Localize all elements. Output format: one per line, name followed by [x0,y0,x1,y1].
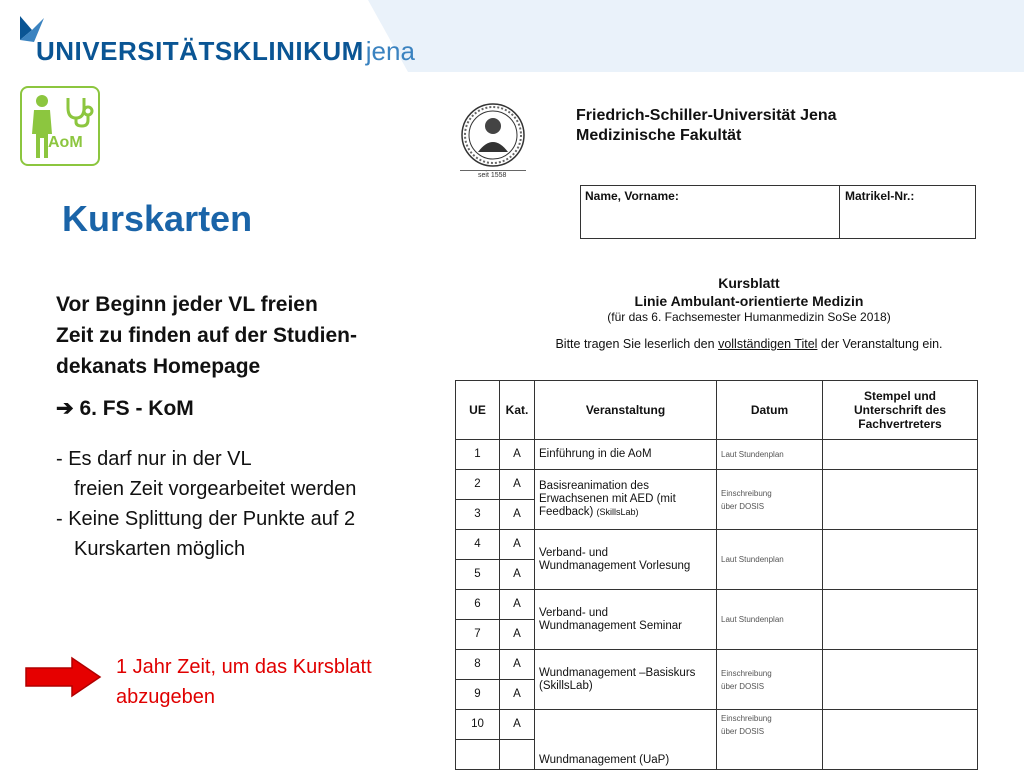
v3-line-2: Wundmanagement Vorlesung [539,559,691,572]
ue-cell [456,740,500,770]
aom-badge [20,86,100,166]
ue-cell: 2 [456,470,500,500]
kursblatt-document [446,80,1024,766]
name-field [581,186,840,238]
instruction [526,337,972,351]
th-veranstaltung: Veranstaltung [535,381,717,440]
v2-line-1: Basisreanimation des [539,480,649,492]
linie-title: Linie Ambulant-orientierte Medizin [634,293,864,309]
logo-text [36,36,415,66]
datum-cell: Laut Stundenplan [717,590,823,650]
instruction-post: der Veranstaltung ein. [817,337,943,351]
v4-line-2: Wundmanagement Seminar [539,619,682,632]
stempel-cell [823,710,978,770]
ue-cell: 4 [456,530,500,560]
veranstaltung-cell: Wundmanagement (UaP) [535,710,717,770]
th-datum: Datum [717,381,823,440]
intro-line-2: Zeit zu finden auf der Studien- [56,324,357,347]
v2-line-2: Erwachsenen mit AED (mit [539,493,676,505]
university-line-1: Friedrich-Schiller-Universität Jena [576,107,837,124]
datum-cell: Laut Stundenplan [717,530,823,590]
rule-2b: Kurskarten möglich [74,538,246,560]
ue-cell: 5 [456,560,500,590]
intro-paragraph [56,289,436,382]
th-stempel-1: Stempel und [863,389,936,403]
th-stempel [823,381,978,440]
datum-cell [717,650,823,710]
matrikel-label: Matrikel-Nr.: [845,189,915,203]
fs-line [56,394,436,424]
veranstaltung-cell [535,530,717,590]
red-arrow-icon [24,656,102,698]
veranstaltung-cell [535,590,717,650]
kat-cell: A [500,440,535,470]
ue-cell: 7 [456,620,500,650]
intro-line-1: Vor Beginn jeder VL freien [56,293,318,316]
v2-line-4: (SkillsLab) [596,507,639,517]
kat-cell: A [500,650,535,680]
kat-cell: A [500,710,535,740]
kat-cell: A [500,590,535,620]
datum-cell [717,710,823,770]
page-title: Kurskarten [62,198,253,239]
th-stempel-3: Fachvertreters [858,417,942,431]
intro-line-3: dekanats Homepage [56,355,261,378]
v4-line-1: Verband- und [539,606,609,619]
rules-list [56,444,436,564]
kat-cell: A [500,680,535,710]
table-row [456,650,978,680]
stethoscope-icon [60,92,100,132]
datum-ein-2: über DOSIS [721,501,765,511]
kat-cell: A [500,620,535,650]
kat-cell: A [500,560,535,590]
table-row [456,590,978,620]
seal-caption: seit 1558 [478,172,507,179]
fs-text: 6. FS - KoM [73,397,194,420]
ue-cell: 8 [456,650,500,680]
university-name [576,106,837,146]
deadline-line-1: 1 Jahr Zeit, um das Kursblatt [116,656,372,678]
datum-ein-1: Einschreibung [721,668,772,678]
deadline-note [116,652,372,712]
rule-2a: - Keine Splittung der Punkte auf 2 [56,508,356,530]
kat-cell: A [500,530,535,560]
university-seal-icon [460,102,526,168]
rule-1a: - Es darf nur in der VL [56,448,252,470]
v3-line-1: Verband- und [539,546,609,559]
stempel-cell [823,440,978,470]
intro-text [56,289,436,564]
kat-cell: A [500,500,535,530]
ue-cell: 3 [456,500,500,530]
stempel-cell [823,470,978,530]
kat-cell [500,740,535,770]
university-line-2: Medizinische Fakultät [576,127,742,144]
right-arrow-icon: ➔ [56,397,74,420]
instruction-pre: Bitte tragen Sie leserlich den [555,337,719,351]
ue-cell: 1 [456,440,500,470]
name-matrikel-box [580,185,976,239]
datum-ein-1: Einschreibung [721,714,772,723]
datum-ein-2: über DOSIS [721,727,765,736]
v2-line-3: Feedback) [539,506,594,518]
table-header-row [456,381,978,440]
table-row [456,470,978,500]
datum-ein-2: über DOSIS [721,681,765,691]
deadline-line-2: abzugeben [116,686,215,708]
datum-ein-1: Einschreibung [721,488,772,498]
kursblatt-heading [526,274,972,310]
name-label: Name, Vorname: [585,189,679,203]
th-stempel-2: Unterschrift des [853,403,947,417]
th-ue: UE [456,381,500,440]
stempel-cell [823,590,978,650]
table-row [456,710,978,740]
instruction-underline: vollständigen Titel [718,337,818,351]
rule-1b: freien Zeit vorgearbeitet werden [74,478,357,500]
stempel-cell [823,650,978,710]
v5-line-1: Wundmanagement –Basiskurs [539,666,696,679]
v5-line-2: (SkillsLab) [539,679,593,692]
table-row [456,530,978,560]
veranstaltung-cell [535,650,717,710]
kurs-table [455,380,978,770]
logo-strong: UNIVERSITÄTSKLINIKUM [36,36,364,66]
ue-cell: 10 [456,710,500,740]
th-kat: Kat. [500,381,535,440]
logo-light: jena [365,36,415,66]
veranstaltung-cell: Einführung in die AoM [535,440,717,470]
ue-cell: 6 [456,590,500,620]
seal-divider [460,170,526,171]
datum-cell [717,470,823,530]
kursblatt-title: Kursblatt [718,275,780,291]
veranstaltung-cell [535,470,717,530]
kat-cell: A [500,470,535,500]
ue-cell: 9 [456,680,500,710]
stempel-cell [823,530,978,590]
semester-subtitle: (für das 6. Fachsemester Humanmedizin SoSe 2018) [607,310,891,324]
aom-label: AoM [48,134,83,151]
table-row [456,440,978,470]
datum-cell: Laut Stundenplan [717,440,823,470]
